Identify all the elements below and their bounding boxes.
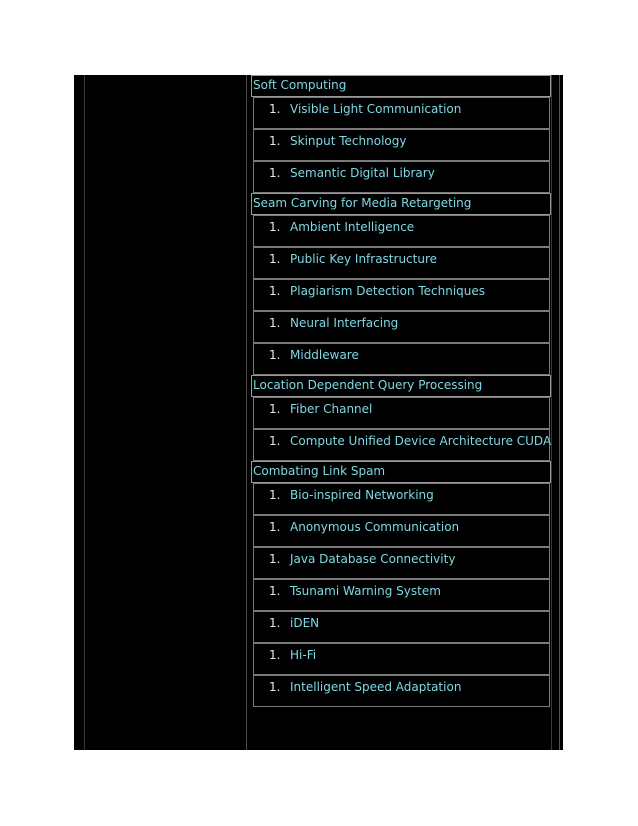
list-item[interactable] — [253, 429, 550, 461]
item-link[interactable]: Compute Unified Device Architecture CUDA — [290, 434, 552, 448]
list-item[interactable] — [253, 675, 550, 707]
item-number: 1. — [269, 220, 281, 234]
item-number: 1. — [269, 134, 281, 148]
item-link[interactable]: Middleware — [290, 348, 359, 362]
list-item[interactable] — [253, 247, 550, 279]
list-item[interactable] — [253, 483, 550, 515]
list-item[interactable] — [253, 547, 550, 579]
list-item[interactable] — [253, 311, 550, 343]
item-number: 1. — [269, 488, 281, 502]
item-number: 1. — [269, 402, 281, 416]
column-divider — [551, 75, 552, 750]
item-number: 1. — [269, 166, 281, 180]
list-item[interactable] — [253, 97, 550, 129]
section-title[interactable]: Seam Carving for Media Retargeting — [253, 196, 472, 210]
item-link[interactable]: Bio-inspired Networking — [290, 488, 434, 502]
item-number: 1. — [269, 102, 281, 116]
item-link[interactable]: Visible Light Communication — [290, 102, 462, 116]
list-item[interactable] — [253, 161, 550, 193]
list-item[interactable] — [253, 611, 550, 643]
item-link[interactable]: Fiber Channel — [290, 402, 373, 416]
item-number: 1. — [269, 648, 281, 662]
item-link[interactable]: Plagiarism Detection Techniques — [290, 284, 486, 298]
list-item[interactable] — [253, 397, 550, 429]
item-number: 1. — [269, 520, 281, 534]
column-divider — [246, 75, 247, 750]
list-item[interactable] — [253, 579, 550, 611]
item-link[interactable]: Public Key Infrastructure — [290, 252, 438, 266]
item-link[interactable]: Tsunami Warning System — [290, 584, 441, 598]
item-link[interactable]: Java Database Connectivity — [290, 552, 456, 566]
item-link[interactable]: Skinput Technology — [290, 134, 407, 148]
item-number: 1. — [269, 284, 281, 298]
item-number: 1. — [269, 434, 281, 448]
section-title[interactable]: Soft Computing — [253, 78, 347, 92]
item-link[interactable]: Neural Interfacing — [290, 316, 399, 330]
topic-list — [251, 75, 551, 707]
section-title[interactable]: Combating Link Spam — [253, 464, 386, 478]
item-number: 1. — [269, 616, 281, 630]
list-item[interactable] — [253, 515, 550, 547]
item-link[interactable]: Anonymous Communication — [290, 520, 460, 534]
column-divider — [559, 75, 560, 750]
item-link[interactable]: iDEN — [290, 616, 320, 630]
item-number: 1. — [269, 680, 281, 694]
section-header[interactable] — [251, 375, 551, 397]
list-item[interactable] — [253, 279, 550, 311]
item-link[interactable]: Hi-Fi — [290, 648, 317, 662]
item-number: 1. — [269, 316, 281, 330]
section-title[interactable]: Location Dependent Query Processing — [253, 378, 483, 392]
section-header[interactable] — [251, 193, 551, 215]
section-header[interactable] — [251, 75, 551, 97]
page-table — [74, 75, 563, 750]
item-link[interactable]: Ambient Intelligence — [290, 220, 415, 234]
list-item[interactable] — [253, 643, 550, 675]
item-link[interactable]: Intelligent Speed Adaptation — [290, 680, 462, 694]
item-link[interactable]: Semantic Digital Library — [290, 166, 435, 180]
item-number: 1. — [269, 348, 281, 362]
item-number: 1. — [269, 552, 281, 566]
column-divider — [84, 75, 85, 750]
list-item[interactable] — [253, 215, 550, 247]
item-number: 1. — [269, 584, 281, 598]
item-number: 1. — [269, 252, 281, 266]
list-item[interactable] — [253, 343, 550, 375]
list-item[interactable] — [253, 129, 550, 161]
section-header[interactable] — [251, 461, 551, 483]
